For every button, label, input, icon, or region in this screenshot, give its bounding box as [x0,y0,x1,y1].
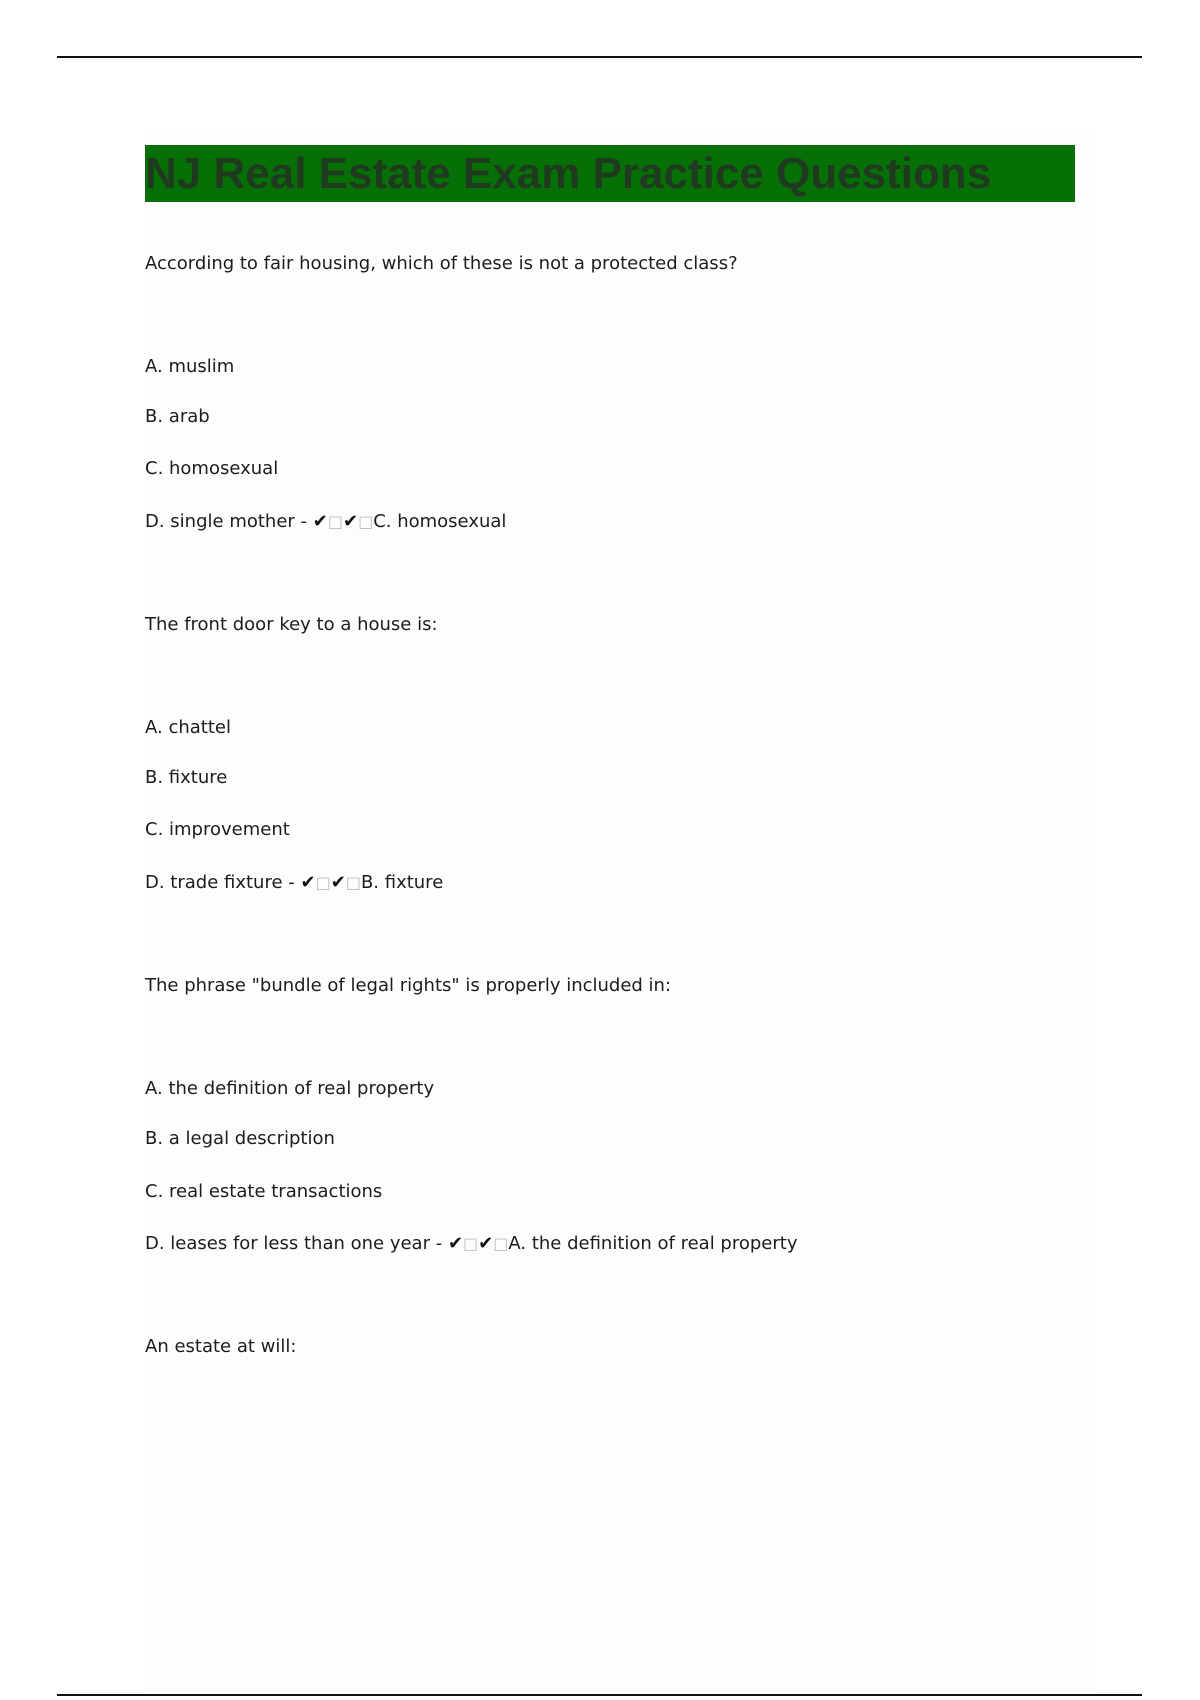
title-highlight [145,145,1075,202]
question-1-option-c: C. homosexual [145,458,279,479]
box-icon: □ [327,512,343,531]
question-2-option-c: C. improvement [145,819,290,840]
question-3-option-c: C. real estate transactions [145,1181,383,1202]
question-4-prompt: An estate at will: [145,1336,297,1357]
check-icon: ✔ [447,1233,464,1254]
check-icon: ✔ [342,511,359,532]
box-icon: □ [345,873,361,892]
question-3-option-d-line [145,1232,797,1256]
question-1-prompt: According to fair housing, which of these is not a protected class? [145,253,738,274]
question-2-option-a: A. chattel [145,717,231,738]
question-3-option-b: B. a legal description [145,1128,335,1149]
question-2-answer: B. fixture [360,872,444,893]
question-2-prompt: The front door key to a house is: [145,614,438,635]
page-title: NJ Real Estate Exam Practice Questions [145,149,992,198]
question-3-option-a: A. the definition of real property [145,1078,435,1099]
question-3-option-d: D. leases for less than one year - [145,1233,443,1254]
check-icon: ✔ [312,511,328,532]
check-icon: ✔ [300,872,316,893]
question-1-option-d-line [145,510,506,534]
footer-rule [57,1694,1142,1696]
box-icon: □ [315,873,331,892]
header-rule [57,56,1142,58]
box-icon: □ [463,1234,479,1253]
box-icon: □ [358,512,374,531]
question-1-answer: C. homosexual [373,511,507,532]
question-3-answer: A. the definition of real property [508,1233,798,1254]
check-icon: ✔ [330,872,346,893]
question-2-option-d-line [145,871,443,895]
question-2-option-b: B. fixture [145,767,228,788]
check-icon: ✔ [478,1233,494,1254]
question-2-option-d: D. trade fixture - [145,872,295,893]
question-1-option-a: A. muslim [145,356,235,377]
question-3-prompt: The phrase "bundle of legal rights" is properly included in: [145,975,672,996]
box-icon: □ [493,1234,509,1253]
document-page [145,135,1095,1691]
question-1-option-d: D. single mother - [145,511,308,532]
question-1-option-b: B. arab [145,406,210,427]
